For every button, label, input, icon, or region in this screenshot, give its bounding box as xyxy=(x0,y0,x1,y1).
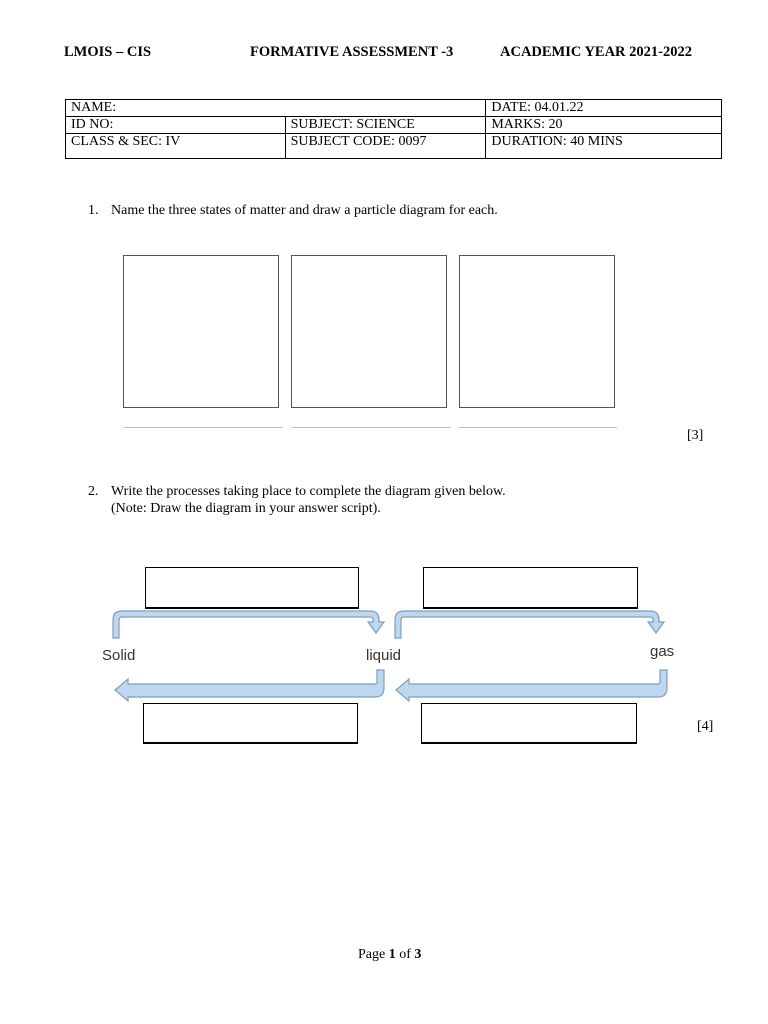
state-label-solid: Solid xyxy=(102,647,136,664)
page-word: Page xyxy=(358,947,386,962)
arrow-liquid-to-gas xyxy=(395,611,664,638)
id-field: ID NO: xyxy=(66,117,286,134)
assessment-title: FORMATIVE ASSESSMENT -3 xyxy=(250,44,454,60)
page-current: 1 xyxy=(388,947,396,962)
state-label-liquid: liquid xyxy=(366,647,402,664)
question-1-marks: [3] xyxy=(687,428,704,443)
school-name: LMOIS – CIS xyxy=(64,44,152,60)
name-field: NAME: xyxy=(66,100,486,117)
arrow-gas-to-liquid xyxy=(396,670,667,701)
academic-year: ACADEMIC YEAR 2021-2022 xyxy=(500,44,692,60)
question-1-text: Name the three states of matter and draw a particle diagram for each. xyxy=(111,203,498,218)
state-label-gas: gas xyxy=(650,643,675,660)
page-total: 3 xyxy=(414,947,422,962)
subject-field: SUBJECT: SCIENCE xyxy=(285,117,486,134)
class-sec-field: CLASS & SEC: IV xyxy=(66,134,286,159)
date-field: DATE: 04.01.22 xyxy=(486,100,722,117)
arrow-solid-to-liquid xyxy=(113,611,384,638)
arrow-liquid-to-solid xyxy=(115,670,384,701)
of-word: of xyxy=(399,947,411,962)
subject-code-field: SUBJECT CODE: 0097 xyxy=(285,134,486,159)
question-1-number: 1. xyxy=(88,203,99,218)
duration-field: DURATION: 40 MINS xyxy=(486,134,722,159)
question-2-text: Write the processes taking place to complete the diagram given below. xyxy=(111,484,506,499)
page-number xyxy=(358,947,421,963)
question-2-number: 2. xyxy=(88,484,99,499)
question-2-marks: [4] xyxy=(697,719,714,734)
marks-field: MARKS: 20 xyxy=(486,117,722,134)
question-2-note: (Note: Draw the diagram in your answer script). xyxy=(111,501,381,516)
